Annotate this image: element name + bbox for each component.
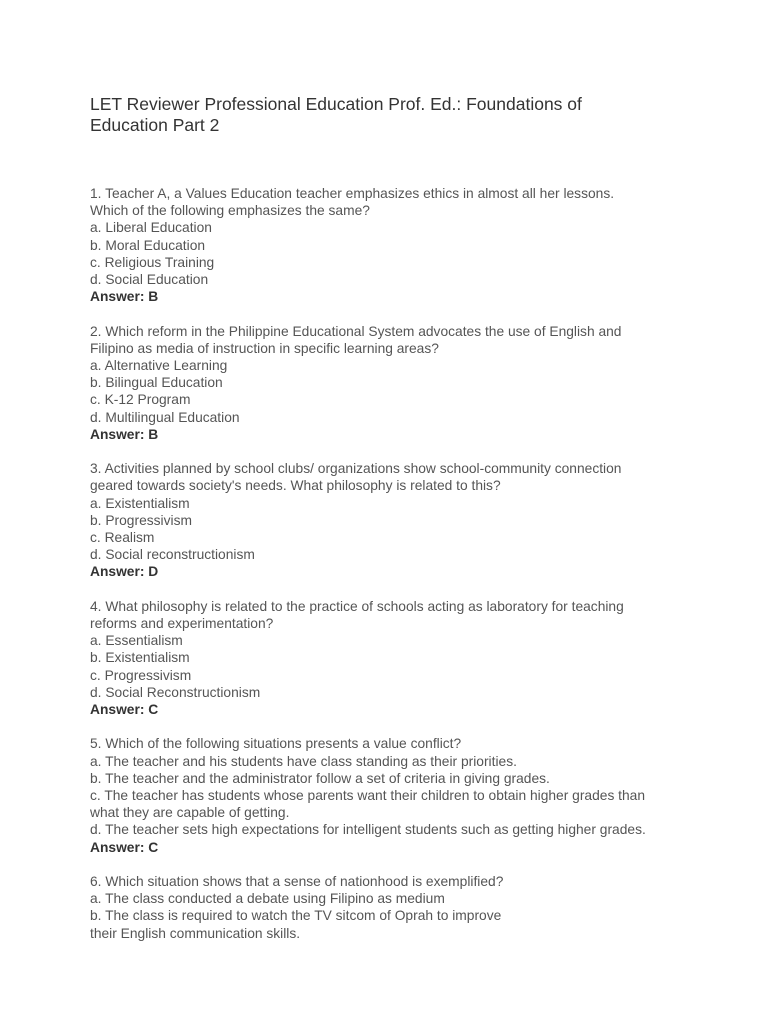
option-c: c. The teacher has students whose parents want their children to obtain higher grades than xyxy=(90,788,646,804)
option-c: c. K-12 Program xyxy=(90,392,191,408)
title-line: Education Part 2 xyxy=(90,115,220,135)
question-text: Which of the following emphasizes the same? xyxy=(90,203,370,219)
question-text: Filipino as media of instruction in specific learning areas? xyxy=(90,340,439,356)
option-c: c. Progressivism xyxy=(90,667,192,683)
option-a: a. The class conducted a debate using Filipino as medium xyxy=(90,891,445,907)
option-d: d. Multilingual Education xyxy=(90,409,240,425)
option-a: a. Alternative Learning xyxy=(90,358,228,374)
answer: Answer: C xyxy=(90,702,159,718)
option-a: a. Liberal Education xyxy=(90,220,212,236)
question-text: 3. Activities planned by school clubs/ organizations show school-community connection xyxy=(90,461,622,477)
question-text: 6. Which situation shows that a sense of nationhood is exemplified? xyxy=(90,874,504,890)
question-3 xyxy=(90,460,690,580)
question-text: geared towards society's needs. What philosophy is related to this? xyxy=(90,478,501,494)
question-text: 1. Teacher A, a Values Education teacher emphasizes ethics in almost all her lessons. xyxy=(90,186,615,201)
question-text: 5. Which of the following situations presents a value conflict? xyxy=(90,736,462,752)
answer: Answer: B xyxy=(90,289,159,305)
option-c: c. Realism xyxy=(90,530,155,546)
title-line: LET Reviewer Professional Education Prof. Ed.: Foundations of xyxy=(90,94,582,114)
option-a: a. The teacher and his students have class standing as their priorities. xyxy=(90,753,517,769)
answer: Answer: D xyxy=(90,564,159,580)
question-2 xyxy=(90,323,690,443)
question-text: 2. Which reform in the Philippine Educational System advocates the use of English and xyxy=(90,323,622,339)
question-5 xyxy=(90,735,690,855)
option-d: d. Social reconstructionism xyxy=(90,547,255,563)
option-a: a. Existentialism xyxy=(90,495,190,511)
question-text: 4. What philosophy is related to the practice of schools acting as laboratory for teaching xyxy=(90,598,624,614)
option-b: b. Progressivism xyxy=(90,512,192,528)
option-d: d. Social Education xyxy=(90,272,209,288)
option-c: c. Religious Training xyxy=(90,254,215,270)
option-a: a. Essentialism xyxy=(90,633,183,649)
option-c-continued: what they are capable of getting. xyxy=(90,805,290,821)
option-d: d. Social Reconstructionism xyxy=(90,684,261,700)
answer: Answer: B xyxy=(90,426,159,442)
document-title xyxy=(90,94,690,136)
question-4 xyxy=(90,598,690,718)
option-b: b. Moral Education xyxy=(90,237,206,253)
answer: Answer: C xyxy=(90,839,159,855)
option-b: b. Bilingual Education xyxy=(90,375,223,391)
question-text: reforms and experimentation? xyxy=(90,616,274,632)
question-6 xyxy=(90,873,690,942)
option-b: b. The teacher and the administrator follow a set of criteria in giving grades. xyxy=(90,770,550,786)
option-b-continued: their English communication skills. xyxy=(90,925,301,941)
option-d: d. The teacher sets high expectations for intelligent students such as getting higher grades. xyxy=(90,822,646,838)
document-page xyxy=(90,94,690,959)
question-1 xyxy=(90,185,690,305)
option-b: b. The class is required to watch the TV sitcom of Oprah to improve xyxy=(90,908,502,924)
option-b: b. Existentialism xyxy=(90,650,190,666)
